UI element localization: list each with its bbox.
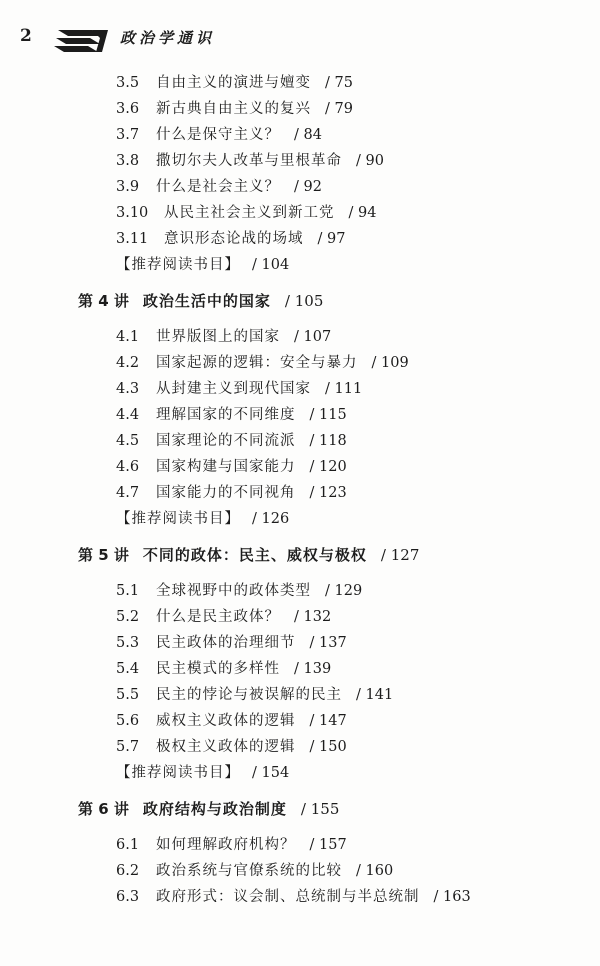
page-ref: / 79 (325, 101, 353, 117)
page-ref: / 90 (356, 153, 384, 169)
section-title: 全球视野中的政体类型 (156, 583, 311, 599)
page-ref: / 94 (348, 205, 377, 221)
toc-entry (116, 740, 347, 755)
page-ref: / 139 (294, 661, 332, 677)
toc-entry (116, 662, 331, 677)
section-title: 政治系统与官僚系统的比较 (156, 863, 342, 879)
section-number: 4.3 (116, 381, 140, 397)
section-title: 民主的悖论与被误解的民主 (156, 687, 342, 703)
section-title: 极权主义政体的逻辑 (156, 739, 296, 755)
page-ref: / 118 (309, 433, 347, 449)
section-title: 国家能力的不同视角 (156, 485, 296, 501)
toc-entry (116, 610, 331, 625)
toc-entry (116, 838, 347, 853)
toc-entry (116, 128, 322, 143)
page-ref: / 115 (309, 407, 347, 423)
section-number: 4.6 (116, 459, 140, 475)
page-ref: / 155 (300, 800, 340, 818)
toc-entry (116, 636, 347, 651)
chapter-number: 第 4 讲 (78, 292, 129, 310)
page-ref: / 132 (294, 609, 332, 625)
page-header (20, 22, 580, 62)
recommended-reading-entry (116, 512, 289, 527)
section-number: 3.5 (116, 75, 140, 91)
section-number: 6.1 (116, 837, 140, 853)
page-ref: / 141 (356, 687, 394, 703)
section-title: 国家起源的逻辑：安全与暴力 (156, 355, 358, 371)
section-number: 3.6 (116, 101, 140, 117)
section-title: 国家理论的不同流派 (156, 433, 296, 449)
section-title: 民主政体的治理细节 (156, 635, 296, 651)
section-title: 理解国家的不同维度 (156, 407, 296, 423)
page-ref: / 123 (309, 485, 347, 501)
section-title: 什么是保守主义？ (156, 127, 280, 143)
chapter-heading (78, 802, 339, 817)
recommended-reading-label: 【推荐阅读书目】 (116, 257, 240, 273)
section-title: 国家构建与国家能力 (156, 459, 296, 475)
recommended-reading-label: 【推荐阅读书目】 (116, 511, 240, 527)
chapter-heading (78, 294, 323, 309)
toc-entry (116, 232, 345, 247)
section-title: 民主模式的多样性 (156, 661, 280, 677)
recommended-reading-entry (116, 258, 289, 273)
section-number: 5.5 (116, 687, 140, 703)
page-ref: / 84 (294, 127, 322, 143)
section-number: 3.10 (116, 205, 149, 221)
toc-entry (116, 154, 384, 169)
chapter-title: 政府结构与政治制度 (142, 800, 287, 818)
section-number: 3.11 (116, 231, 149, 247)
chapter-title: 不同的政体：民主、威权与极权 (142, 546, 367, 564)
toc-entry (116, 486, 347, 501)
section-title: 撒切尔夫人改革与里根革命 (156, 153, 342, 169)
page-ref: / 163 (433, 889, 471, 905)
book-logo-icon (52, 28, 110, 54)
section-number: 4.4 (116, 407, 140, 423)
chapter-number: 第 6 讲 (78, 800, 129, 818)
page-ref: / 147 (309, 713, 347, 729)
section-number: 6.2 (116, 863, 140, 879)
section-title: 世界版图上的国家 (156, 329, 280, 345)
toc-entry (116, 382, 362, 397)
toc-entry (116, 180, 322, 195)
page-ref: / 105 (284, 292, 324, 310)
section-number: 4.2 (116, 355, 140, 371)
section-number: 5.4 (116, 661, 140, 677)
page-ref: / 157 (309, 837, 347, 853)
recommended-reading-label: 【推荐阅读书目】 (116, 765, 240, 781)
toc-entry (116, 408, 347, 423)
section-number: 6.3 (116, 889, 140, 905)
section-title: 什么是民主政体？ (156, 609, 280, 625)
section-title: 意识形态论战的场域 (164, 231, 304, 247)
section-number: 3.7 (116, 127, 140, 143)
toc-entry (116, 584, 362, 599)
toc-entry (116, 102, 353, 117)
page-ref: / 104 (252, 257, 290, 273)
chapter-title: 政治生活中的国家 (142, 292, 271, 310)
section-number: 4.1 (116, 329, 140, 345)
page-ref: / 127 (380, 546, 420, 564)
page-ref: / 160 (356, 863, 394, 879)
page-ref: / 137 (309, 635, 347, 651)
section-number: 5.6 (116, 713, 140, 729)
section-title: 什么是社会主义？ (156, 179, 280, 195)
section-number: 5.3 (116, 635, 140, 651)
section-title: 从封建主义到现代国家 (156, 381, 311, 397)
toc-entry (116, 206, 376, 221)
page-ref: / 109 (371, 355, 409, 371)
page-ref: / 97 (317, 231, 346, 247)
page-ref: / 111 (325, 381, 363, 397)
toc-entry (116, 356, 409, 371)
chapter-number: 第 5 讲 (78, 546, 129, 564)
page-ref: / 150 (309, 739, 347, 755)
toc-entry (116, 714, 347, 729)
section-title: 威权主义政体的逻辑 (156, 713, 296, 729)
section-number: 5.2 (116, 609, 140, 625)
section-number: 3.8 (116, 153, 140, 169)
page-ref: / 120 (309, 459, 347, 475)
section-title: 从民主社会主义到新工党 (164, 205, 335, 221)
page-ref: / 92 (294, 179, 322, 195)
section-number: 3.9 (116, 179, 140, 195)
toc-entry (116, 688, 393, 703)
page-number: 2 (20, 26, 32, 46)
toc-entry (116, 76, 353, 91)
section-title: 政府形式：议会制、总统制与半总统制 (156, 889, 420, 905)
section-number: 5.1 (116, 583, 140, 599)
toc-entry (116, 890, 471, 905)
page-ref: / 154 (252, 765, 290, 781)
section-title: 自由主义的演进与嬗变 (156, 75, 311, 91)
toc-entry (116, 864, 393, 879)
book-title: 政治学通识 (120, 29, 216, 47)
section-number: 5.7 (116, 739, 140, 755)
page-ref: / 129 (325, 583, 363, 599)
page-ref: / 75 (325, 75, 353, 91)
page-ref: / 107 (294, 329, 332, 345)
toc-entry (116, 434, 347, 449)
recommended-reading-entry (116, 766, 289, 781)
section-title: 如何理解政府机构？ (156, 837, 296, 853)
section-title: 新古典自由主义的复兴 (156, 101, 311, 117)
chapter-heading (78, 548, 419, 563)
toc-entry (116, 460, 347, 475)
page-ref: / 126 (252, 511, 290, 527)
section-number: 4.5 (116, 433, 140, 449)
toc-entry (116, 330, 331, 345)
section-number: 4.7 (116, 485, 140, 501)
